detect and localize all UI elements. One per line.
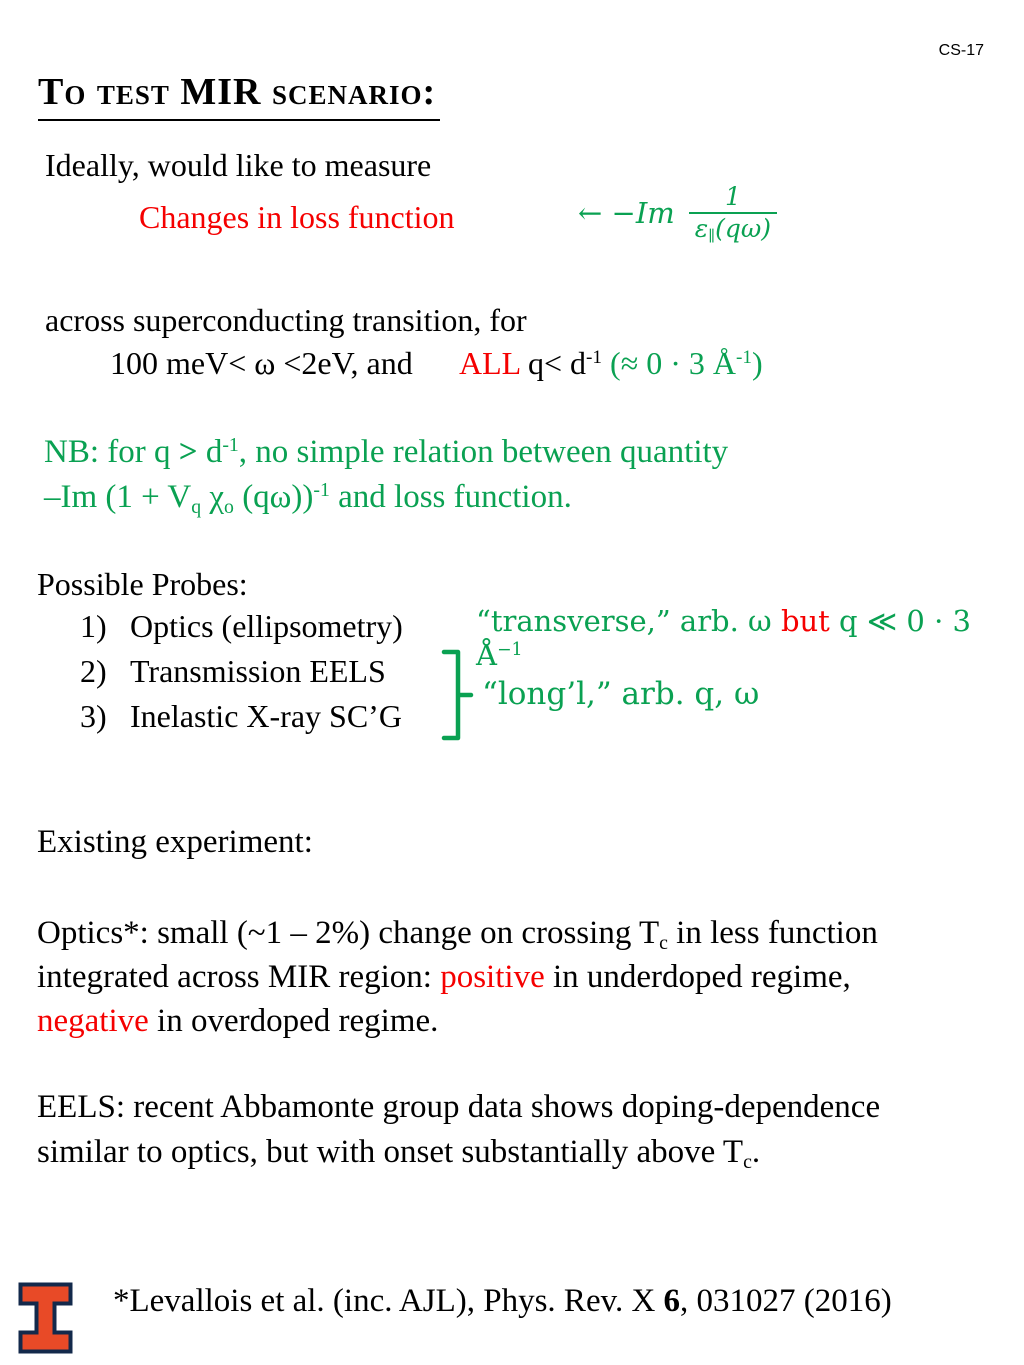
slide-title: To test MIR scenario: [38,70,440,121]
nb-note-line-1: NB: for $q > d^{-1}$, no simple relation between quantity [44,434,729,470]
probe-annotation-transverse: “transverse,” arb. ω but q ≪ 0 · 3 $Å^{-1}$ [476,604,981,672]
probe-item-optics [80,608,403,645]
illinois-block-i-logo-icon [17,1281,74,1355]
across-transition-line: across superconducting transition, for [45,302,527,338]
loss-function-formula [578,183,777,244]
nb-note-line-2: –Im ($1 + V_q$ $\chi_o$ (qω))$^{-1}$ and loss function. [44,479,572,518]
nb-note [44,430,728,520]
fraction-denominator: $\varepsilon_\parallel(q\omega)$ [689,212,777,244]
energy-momentum-range-line: 100 meV< ω <2eV, and ALL $q< d^{-1}$ (≈ 0 · 3 $Å^{-1}$) [110,345,763,381]
probe-label: Inelastic X-ray SC’G [130,698,402,734]
probe-annotation-longitudinal: “long’l,” arb. q, ω [482,676,760,712]
formula-arrow-im: ← −Im [578,196,675,231]
probe-number: 1) [80,608,107,644]
probe-label: Optics (ellipsometry) [130,608,403,644]
probe-item-xray [80,698,402,735]
grouping-bracket-icon [440,648,474,742]
optics-paragraph: Optics*: small (~1 – 2%) change on crossing $T_c$ in less function integrated across MIR region: positive in underdoped regime, negative in overdoped regime. [37,915,878,1039]
intro-line: Ideally, would like to measure [45,147,432,183]
eels-paragraph: EELS: recent Abbamonte group data shows doping-dependence similar to optics, but with onset substantially above $T_c$. [37,1089,881,1173]
fraction-numerator: 1 [724,182,741,211]
probe-number: 2) [80,653,107,689]
probes-heading: Possible Probes: [37,566,248,602]
citation: *Levallois et al. (inc. AJL), Phys. Rev. X 6, 031027 (2016) [113,1283,892,1319]
formula-fraction [689,183,777,244]
probe-item-eels [80,653,386,690]
probe-number: 3) [80,698,107,734]
probe-label: Transmission EELS [130,653,386,689]
existing-experiment-heading: Existing experiment: [37,824,313,860]
loss-function-label: Changes in loss function [139,199,455,235]
slide-code: CS-17 [938,42,984,59]
